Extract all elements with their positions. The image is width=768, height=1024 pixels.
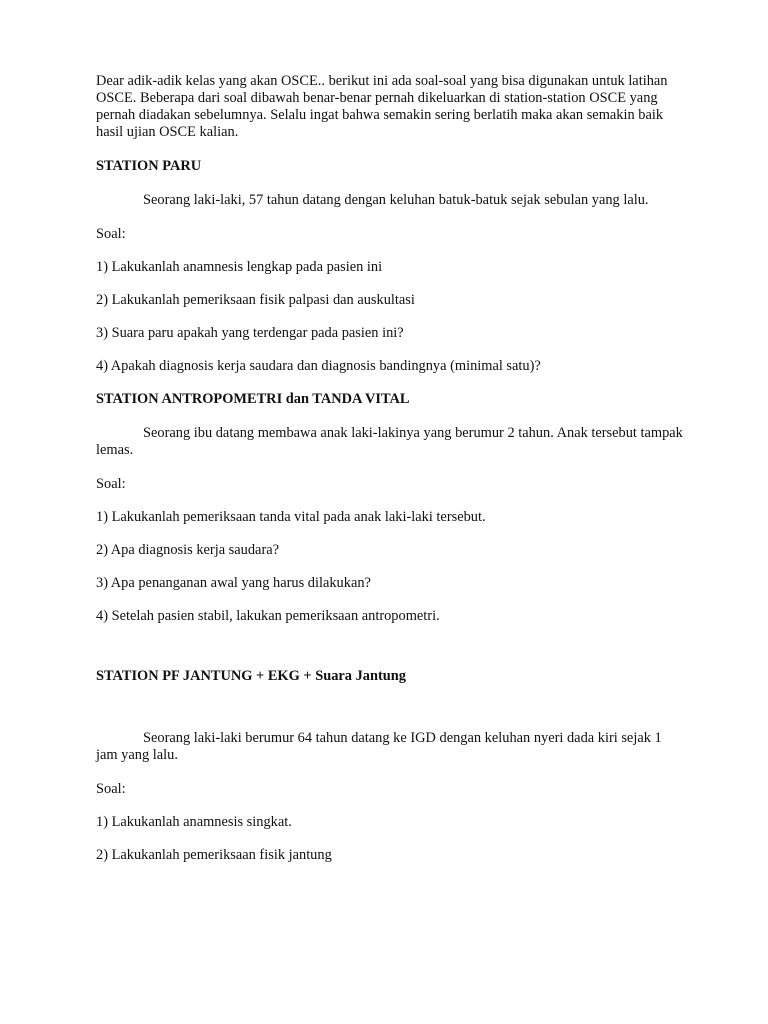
section-heading-antropometri: STATION ANTROPOMETRI dan TANDA VITAL — [96, 391, 410, 407]
soal-label-jantung: Soal: — [96, 781, 126, 797]
list-item: 4) Setelah pasien stabil, lakukan pemeriksaan antropometri. — [96, 608, 440, 624]
list-item: 2) Apa diagnosis kerja saudara? — [96, 542, 280, 558]
document-page — [96, 73, 686, 864]
section-heading-jantung: STATION PF JANTUNG + EKG + Suara Jantung — [96, 668, 406, 684]
soal-label-paru: Soal: — [96, 226, 126, 242]
list-item: 4) Apakah diagnosis kerja saudara dan diagnosis bandingnya (minimal satu)? — [96, 358, 541, 374]
list-item: 2) Lakukanlah pemeriksaan fisik palpasi dan auskultasi — [96, 292, 415, 308]
list-item: 1) Lakukanlah pemeriksaan tanda vital pada anak laki-laki tersebut. — [96, 509, 486, 525]
case-paragraph-antropometri: Seorang ibu datang membawa anak laki-lakinya yang berumur 2 tahun. Anak tersebut tampak lemas. — [96, 425, 683, 458]
intro-paragraph: Dear adik-adik kelas yang akan OSCE.. berikut ini ada soal-soal yang bisa digunakan untuk latihan OSCE. Beberapa dari soal dibawah benar-benar pernah dikeluarkan di station-station OSCE yang pernah diadakan sebelumnya. Selalu ingat bahwa semakin sering berlatih maka akan semakin baik hasil ujian OSCE kalian. — [96, 73, 668, 140]
section-heading-paru: STATION PARU — [96, 158, 202, 174]
list-item: 2) Lakukanlah pemeriksaan fisik jantung — [96, 847, 332, 863]
case-paragraph-jantung: Seorang laki-laki berumur 64 tahun datang ke IGD dengan keluhan nyeri dada kiri sejak 1 jam yang lalu. — [96, 730, 662, 763]
list-item: 3) Apa penanganan awal yang harus dilakukan? — [96, 575, 371, 591]
case-paragraph-paru: Seorang laki-laki, 57 tahun datang dengan keluhan batuk-batuk sejak sebulan yang lalu. — [143, 192, 649, 208]
list-item: 3) Suara paru apakah yang terdengar pada pasien ini? — [96, 325, 404, 341]
list-item: 1) Lakukanlah anamnesis singkat. — [96, 814, 292, 830]
soal-label-antropometri: Soal: — [96, 476, 126, 492]
list-item: 1) Lakukanlah anamnesis lengkap pada pasien ini — [96, 259, 383, 275]
